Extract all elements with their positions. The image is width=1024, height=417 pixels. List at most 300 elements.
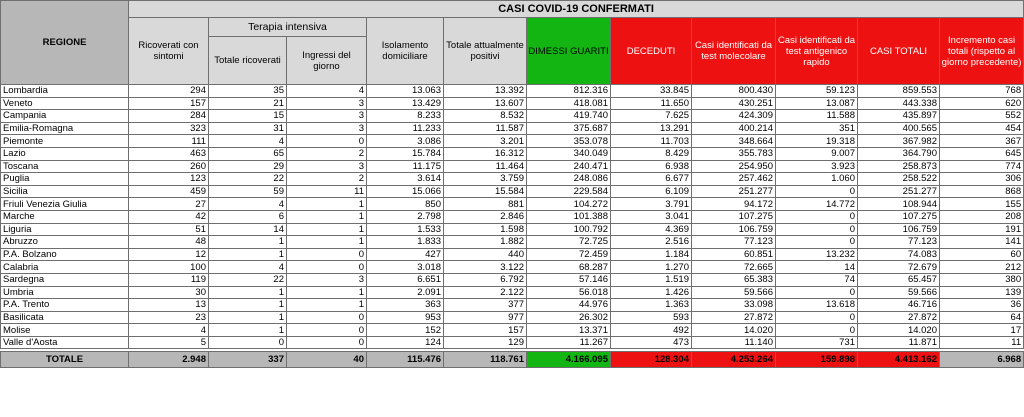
value-cell: 443.338	[858, 97, 940, 110]
value-cell: 59	[209, 185, 287, 198]
value-cell: 1	[209, 286, 287, 299]
table-row	[1, 299, 1024, 312]
value-cell: 1.426	[611, 286, 692, 299]
value-cell: 459	[129, 185, 209, 198]
value-cell: 0	[287, 261, 367, 274]
value-cell: 11.175	[367, 160, 444, 173]
value-cell: 3.086	[367, 135, 444, 148]
value-cell: 3	[287, 160, 367, 173]
value-cell: 60	[940, 248, 1024, 261]
value-cell: 430.251	[692, 97, 776, 110]
region-name-cell: Valle d'Aosta	[1, 336, 129, 349]
table-row	[1, 261, 1024, 274]
value-cell: 768	[940, 85, 1024, 98]
value-cell: 492	[611, 324, 692, 337]
total-value-cell: 4.253.264	[692, 352, 776, 368]
value-cell: 21	[209, 97, 287, 110]
value-cell: 868	[940, 185, 1024, 198]
value-cell: 850	[367, 198, 444, 211]
value-cell: 155	[940, 198, 1024, 211]
value-cell: 0	[287, 135, 367, 148]
value-cell: 248.086	[527, 173, 611, 186]
total-value-cell: 337	[209, 352, 287, 368]
value-cell: 27.872	[692, 311, 776, 324]
value-cell: 1	[209, 324, 287, 337]
table-row	[1, 248, 1024, 261]
header-dimessi-guariti: DIMESSI GUARITI	[527, 18, 611, 85]
header-casi-totali: CASI TOTALI	[858, 18, 940, 85]
totals-row	[1, 352, 1024, 368]
region-name-cell: Liguria	[1, 223, 129, 236]
value-cell: 1	[209, 236, 287, 249]
table-row	[1, 85, 1024, 98]
value-cell: 16.312	[444, 147, 527, 160]
value-cell: 74.083	[858, 248, 940, 261]
value-cell: 11	[940, 336, 1024, 349]
value-cell: 323	[129, 122, 209, 135]
value-cell: 208	[940, 210, 1024, 223]
value-cell: 152	[367, 324, 444, 337]
value-cell: 0	[776, 286, 858, 299]
header-terapia-intensiva: Terapia intensiva	[209, 18, 367, 37]
value-cell: 0	[287, 336, 367, 349]
value-cell: 1	[287, 210, 367, 223]
total-value-cell: 115.476	[367, 352, 444, 368]
value-cell: 620	[940, 97, 1024, 110]
value-cell: 355.783	[692, 147, 776, 160]
table-row	[1, 273, 1024, 286]
value-cell: 3.791	[611, 198, 692, 211]
value-cell: 0	[287, 311, 367, 324]
value-cell: 59.566	[692, 286, 776, 299]
value-cell: 1.882	[444, 236, 527, 249]
value-cell: 212	[940, 261, 1024, 274]
table-row	[1, 236, 1024, 249]
value-cell: 1	[209, 299, 287, 312]
total-value-cell: 159.898	[776, 352, 858, 368]
value-cell: 0	[287, 248, 367, 261]
value-cell: 377	[444, 299, 527, 312]
value-cell: 258.522	[858, 173, 940, 186]
table-row	[1, 185, 1024, 198]
value-cell: 11	[287, 185, 367, 198]
table-row	[1, 97, 1024, 110]
value-cell: 107.275	[858, 210, 940, 223]
value-cell: 6.677	[611, 173, 692, 186]
table-row	[1, 210, 1024, 223]
value-cell: 191	[940, 223, 1024, 236]
value-cell: 3.041	[611, 210, 692, 223]
value-cell: 119	[129, 273, 209, 286]
value-cell: 141	[940, 236, 1024, 249]
value-cell: 2.122	[444, 286, 527, 299]
value-cell: 15	[209, 110, 287, 123]
header-deceduti: DECEDUTI	[611, 18, 692, 85]
total-value-cell: 128.304	[611, 352, 692, 368]
value-cell: 3.923	[776, 160, 858, 173]
value-cell: 14.020	[858, 324, 940, 337]
value-cell: 418.081	[527, 97, 611, 110]
header-isolamento: Isolamento domiciliare	[367, 18, 444, 85]
value-cell: 13.087	[776, 97, 858, 110]
value-cell: 424.309	[692, 110, 776, 123]
value-cell: 36	[940, 299, 1024, 312]
table-row	[1, 160, 1024, 173]
total-value-cell: 4.413.162	[858, 352, 940, 368]
value-cell: 111	[129, 135, 209, 148]
region-name-cell: Piemonte	[1, 135, 129, 148]
table-row	[1, 286, 1024, 299]
value-cell: 100.792	[527, 223, 611, 236]
value-cell: 17	[940, 324, 1024, 337]
value-cell: 6.792	[444, 273, 527, 286]
value-cell: 64	[940, 311, 1024, 324]
value-cell: 229.584	[527, 185, 611, 198]
table-row	[1, 198, 1024, 211]
value-cell: 13.232	[776, 248, 858, 261]
value-cell: 0	[287, 324, 367, 337]
value-cell: 31	[209, 122, 287, 135]
region-name-cell: P.A. Trento	[1, 299, 129, 312]
value-cell: 340.049	[527, 147, 611, 160]
value-cell: 107.275	[692, 210, 776, 223]
value-cell: 129	[444, 336, 527, 349]
value-cell: 11.703	[611, 135, 692, 148]
value-cell: 48	[129, 236, 209, 249]
value-cell: 1	[287, 286, 367, 299]
region-name-cell: Toscana	[1, 160, 129, 173]
value-cell: 13.607	[444, 97, 527, 110]
value-cell: 364.790	[858, 147, 940, 160]
value-cell: 60.851	[692, 248, 776, 261]
value-cell: 3.122	[444, 261, 527, 274]
value-cell: 46.716	[858, 299, 940, 312]
value-cell: 1	[287, 198, 367, 211]
value-cell: 2.516	[611, 236, 692, 249]
table-row	[1, 147, 1024, 160]
value-cell: 8.532	[444, 110, 527, 123]
value-cell: 14	[209, 223, 287, 236]
value-cell: 2.846	[444, 210, 527, 223]
value-cell: 11.140	[692, 336, 776, 349]
value-cell: 454	[940, 122, 1024, 135]
table-body	[1, 85, 1024, 349]
header-attualmente-positivi: Totale attualmente positivi	[444, 18, 527, 85]
value-cell: 353.078	[527, 135, 611, 148]
value-cell: 65	[209, 147, 287, 160]
value-cell: 953	[367, 311, 444, 324]
value-cell: 108.944	[858, 198, 940, 211]
header-ingressi: Ingressi del giorno	[287, 37, 367, 85]
region-name-cell: Friuli Venezia Giulia	[1, 198, 129, 211]
value-cell: 13.291	[611, 122, 692, 135]
region-name-cell: P.A. Bolzano	[1, 248, 129, 261]
value-cell: 4.369	[611, 223, 692, 236]
value-cell: 435.897	[858, 110, 940, 123]
table-row	[1, 336, 1024, 349]
value-cell: 72.459	[527, 248, 611, 261]
value-cell: 72.725	[527, 236, 611, 249]
value-cell: 12	[129, 248, 209, 261]
value-cell: 15.584	[444, 185, 527, 198]
region-name-cell: Basilicata	[1, 311, 129, 324]
value-cell: 14	[776, 261, 858, 274]
value-cell: 351	[776, 122, 858, 135]
value-cell: 42	[129, 210, 209, 223]
value-cell: 0	[776, 223, 858, 236]
value-cell: 104.272	[527, 198, 611, 211]
value-cell: 0	[776, 236, 858, 249]
value-cell: 59.123	[776, 85, 858, 98]
value-cell: 7.625	[611, 110, 692, 123]
value-cell: 11.587	[444, 122, 527, 135]
region-name-cell: Emilia-Romagna	[1, 122, 129, 135]
total-value-cell: 40	[287, 352, 367, 368]
value-cell: 1	[287, 236, 367, 249]
value-cell: 2.798	[367, 210, 444, 223]
value-cell: 0	[209, 336, 287, 349]
value-cell: 14.020	[692, 324, 776, 337]
total-value-cell: 118.761	[444, 352, 527, 368]
value-cell: 139	[940, 286, 1024, 299]
value-cell: 3	[287, 273, 367, 286]
value-cell: 13.063	[367, 85, 444, 98]
value-cell: 77.123	[858, 236, 940, 249]
total-value-cell: 4.166.095	[527, 352, 611, 368]
region-name-cell: Sicilia	[1, 185, 129, 198]
total-value-cell: 6.968	[940, 352, 1024, 368]
header-regione: REGIONE	[1, 1, 129, 85]
value-cell: 977	[444, 311, 527, 324]
value-cell: 1	[287, 299, 367, 312]
header-ricoverati: Ricoverati con sintomi	[129, 18, 209, 85]
region-name-cell: Campania	[1, 110, 129, 123]
region-name-cell: Molise	[1, 324, 129, 337]
value-cell: 11.233	[367, 122, 444, 135]
value-cell: 774	[940, 160, 1024, 173]
value-cell: 294	[129, 85, 209, 98]
value-cell: 1.833	[367, 236, 444, 249]
value-cell: 13	[129, 299, 209, 312]
value-cell: 77.123	[692, 236, 776, 249]
value-cell: 157	[444, 324, 527, 337]
value-cell: 1.184	[611, 248, 692, 261]
value-cell: 14.772	[776, 198, 858, 211]
value-cell: 3.759	[444, 173, 527, 186]
value-cell: 6.109	[611, 185, 692, 198]
value-cell: 1.519	[611, 273, 692, 286]
value-cell: 419.740	[527, 110, 611, 123]
value-cell: 731	[776, 336, 858, 349]
table-row	[1, 311, 1024, 324]
value-cell: 2	[287, 147, 367, 160]
value-cell: 367.982	[858, 135, 940, 148]
value-cell: 800.430	[692, 85, 776, 98]
value-cell: 1	[287, 223, 367, 236]
value-cell: 11.871	[858, 336, 940, 349]
value-cell: 812.316	[527, 85, 611, 98]
total-value-cell: 2.948	[129, 352, 209, 368]
value-cell: 13.618	[776, 299, 858, 312]
value-cell: 251.277	[858, 185, 940, 198]
value-cell: 440	[444, 248, 527, 261]
value-cell: 254.950	[692, 160, 776, 173]
value-cell: 23	[129, 311, 209, 324]
value-cell: 3.018	[367, 261, 444, 274]
value-cell: 9.007	[776, 147, 858, 160]
value-cell: 72.679	[858, 261, 940, 274]
region-name-cell: Abruzzo	[1, 236, 129, 249]
value-cell: 2	[287, 173, 367, 186]
value-cell: 30	[129, 286, 209, 299]
region-name-cell: Calabria	[1, 261, 129, 274]
value-cell: 363	[367, 299, 444, 312]
value-cell: 881	[444, 198, 527, 211]
value-cell: 0	[776, 311, 858, 324]
value-cell: 27	[129, 198, 209, 211]
table-title: CASI COVID-19 CONFERMATI	[129, 1, 1024, 18]
value-cell: 473	[611, 336, 692, 349]
value-cell: 101.388	[527, 210, 611, 223]
value-cell: 106.759	[692, 223, 776, 236]
value-cell: 13.429	[367, 97, 444, 110]
value-cell: 11.650	[611, 97, 692, 110]
region-name-cell: Umbria	[1, 286, 129, 299]
value-cell: 33.845	[611, 85, 692, 98]
value-cell: 1	[209, 311, 287, 324]
value-cell: 124	[367, 336, 444, 349]
value-cell: 15.066	[367, 185, 444, 198]
table-row	[1, 110, 1024, 123]
value-cell: 859.553	[858, 85, 940, 98]
value-cell: 3	[287, 122, 367, 135]
value-cell: 258.873	[858, 160, 940, 173]
value-cell: 22	[209, 273, 287, 286]
value-cell: 5	[129, 336, 209, 349]
region-name-cell: Lazio	[1, 147, 129, 160]
region-name-cell: Lombardia	[1, 85, 129, 98]
value-cell: 11.464	[444, 160, 527, 173]
value-cell: 26.302	[527, 311, 611, 324]
totals-label: TOTALE	[1, 352, 129, 368]
value-cell: 284	[129, 110, 209, 123]
value-cell: 8.233	[367, 110, 444, 123]
value-cell: 72.665	[692, 261, 776, 274]
value-cell: 106.759	[858, 223, 940, 236]
table-row	[1, 173, 1024, 186]
table-row	[1, 122, 1024, 135]
value-cell: 645	[940, 147, 1024, 160]
value-cell: 22	[209, 173, 287, 186]
value-cell: 33.098	[692, 299, 776, 312]
value-cell: 0	[776, 185, 858, 198]
header-totale-ricoverati: Totale ricoverati	[209, 37, 287, 85]
value-cell: 11.588	[776, 110, 858, 123]
value-cell: 463	[129, 147, 209, 160]
value-cell: 29	[209, 160, 287, 173]
value-cell: 3	[287, 110, 367, 123]
value-cell: 65.383	[692, 273, 776, 286]
value-cell: 51	[129, 223, 209, 236]
table-row	[1, 324, 1024, 337]
value-cell: 0	[776, 324, 858, 337]
value-cell: 380	[940, 273, 1024, 286]
value-cell: 400.565	[858, 122, 940, 135]
value-cell: 27.872	[858, 311, 940, 324]
value-cell: 3.201	[444, 135, 527, 148]
region-name-cell: Puglia	[1, 173, 129, 186]
value-cell: 19.318	[776, 135, 858, 148]
value-cell: 348.664	[692, 135, 776, 148]
value-cell: 57.146	[527, 273, 611, 286]
value-cell: 306	[940, 173, 1024, 186]
value-cell: 74	[776, 273, 858, 286]
value-cell: 56.018	[527, 286, 611, 299]
header-test-molecolare: Casi identificati da test molecolare	[692, 18, 776, 85]
value-cell: 6	[209, 210, 287, 223]
value-cell: 8.429	[611, 147, 692, 160]
value-cell: 44.976	[527, 299, 611, 312]
value-cell: 1.533	[367, 223, 444, 236]
value-cell: 13.392	[444, 85, 527, 98]
value-cell: 94.172	[692, 198, 776, 211]
value-cell: 15.784	[367, 147, 444, 160]
value-cell: 251.277	[692, 185, 776, 198]
value-cell: 552	[940, 110, 1024, 123]
value-cell: 6.938	[611, 160, 692, 173]
header-test-antigenico: Casi identificati da test antigenico rapido	[776, 18, 858, 85]
value-cell: 367	[940, 135, 1024, 148]
region-name-cell: Marche	[1, 210, 129, 223]
table-row	[1, 135, 1024, 148]
value-cell: 65.457	[858, 273, 940, 286]
value-cell: 157	[129, 97, 209, 110]
value-cell: 11.267	[527, 336, 611, 349]
value-cell: 593	[611, 311, 692, 324]
value-cell: 1	[209, 248, 287, 261]
value-cell: 35	[209, 85, 287, 98]
value-cell: 1.270	[611, 261, 692, 274]
value-cell: 4	[287, 85, 367, 98]
value-cell: 123	[129, 173, 209, 186]
value-cell: 4	[209, 135, 287, 148]
value-cell: 260	[129, 160, 209, 173]
value-cell: 240.471	[527, 160, 611, 173]
value-cell: 68.287	[527, 261, 611, 274]
value-cell: 400.214	[692, 122, 776, 135]
value-cell: 2.091	[367, 286, 444, 299]
value-cell: 6.651	[367, 273, 444, 286]
region-name-cell: Veneto	[1, 97, 129, 110]
value-cell: 375.687	[527, 122, 611, 135]
value-cell: 3	[287, 97, 367, 110]
value-cell: 1.363	[611, 299, 692, 312]
value-cell: 59.566	[858, 286, 940, 299]
value-cell: 1.060	[776, 173, 858, 186]
value-cell: 4	[129, 324, 209, 337]
table-row	[1, 223, 1024, 236]
value-cell: 0	[776, 210, 858, 223]
value-cell: 13.371	[527, 324, 611, 337]
value-cell: 1.598	[444, 223, 527, 236]
region-name-cell: Sardegna	[1, 273, 129, 286]
header-incremento: Incremento casi totali (rispetto al giorno precedente)	[940, 18, 1024, 85]
value-cell: 3.614	[367, 173, 444, 186]
value-cell: 4	[209, 198, 287, 211]
value-cell: 257.462	[692, 173, 776, 186]
value-cell: 4	[209, 261, 287, 274]
value-cell: 100	[129, 261, 209, 274]
